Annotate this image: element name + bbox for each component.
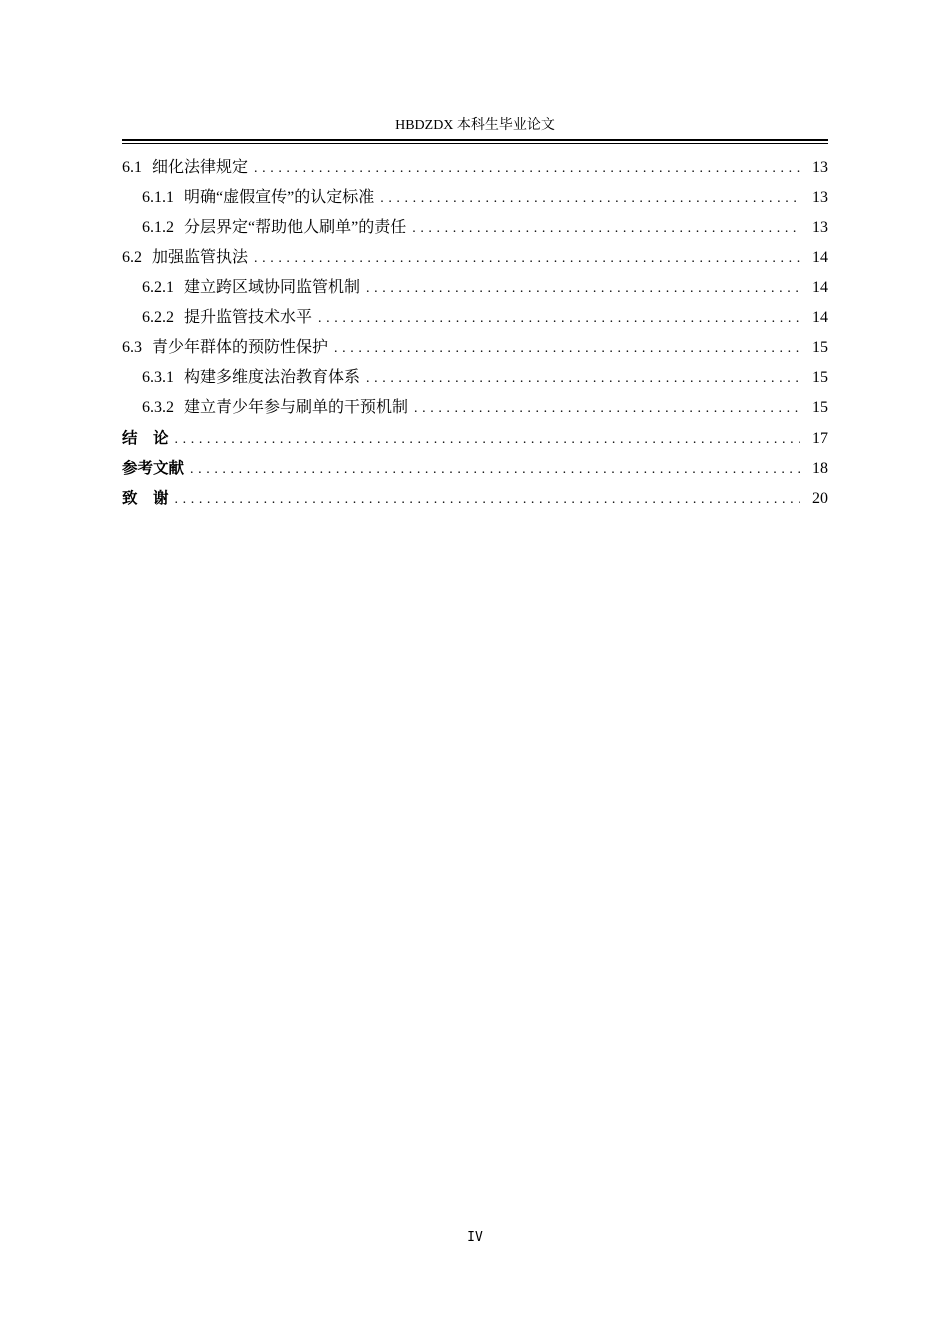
toc-entry-references[interactable] (122, 453, 828, 483)
toc-entry[interactable] (122, 153, 828, 183)
toc-leader-dots (254, 154, 800, 184)
toc-leader-dots (254, 244, 800, 274)
toc-entry[interactable] (122, 243, 828, 273)
toc-page-number: 13 (812, 189, 828, 206)
toc-page-number: 15 (812, 369, 828, 386)
toc-section-title: 细化法律规定 (152, 159, 249, 176)
toc-page-number: 13 (812, 159, 828, 176)
toc-section-number: 6.2.2 (142, 309, 174, 326)
toc-section-title: 提升监管技术水平 (184, 309, 313, 326)
toc-leader-dots (412, 214, 800, 244)
toc-page-number: 15 (812, 339, 828, 356)
page-header: HBDZDX 本科生毕业论文 (395, 118, 555, 133)
toc-entry[interactable] (122, 273, 828, 303)
toc-leader-dots (380, 184, 800, 214)
toc-section-title: 构建多维度法治教育体系 (184, 369, 361, 386)
toc-entry-acknowledgements[interactable] (122, 483, 828, 513)
toc-leader-dots (366, 364, 800, 394)
header-rule-thin (122, 143, 828, 144)
toc-section-title: 加强监管执法 (152, 249, 249, 266)
toc-section-title: 青少年群体的预防性保护 (152, 339, 329, 356)
toc-page-number: 14 (812, 249, 828, 266)
toc-page-number: 18 (812, 460, 828, 477)
toc-page-number: 17 (812, 430, 828, 447)
toc-section-title: 结 论 (122, 429, 169, 447)
toc-entry[interactable] (122, 213, 828, 243)
page-footer-number: IV (467, 1230, 483, 1245)
toc-page-number: 14 (812, 309, 828, 326)
toc-section-title: 建立跨区域协同监管机制 (184, 279, 361, 296)
toc-leader-dots (175, 485, 800, 515)
toc-section-number: 6.3.1 (142, 369, 174, 386)
toc-page-number: 14 (812, 279, 828, 296)
toc-page-number: 20 (812, 490, 828, 507)
toc-section-number: 6.1.2 (142, 219, 174, 236)
toc-section-title: 建立青少年参与刷单的干预机制 (184, 399, 409, 416)
toc-section-number: 6.2 (122, 249, 142, 266)
toc-entry[interactable] (122, 303, 828, 333)
toc-section-title: 明确“虚假宣传”的认定标准 (184, 189, 375, 206)
toc-entry[interactable] (122, 363, 828, 393)
toc-leader-dots (414, 394, 800, 424)
toc-section-number: 6.3.2 (142, 399, 174, 416)
toc-section-title: 分层界定“帮助他人刷单”的责任 (184, 219, 407, 236)
toc-entry-conclusion[interactable] (122, 423, 828, 453)
toc-section-number: 6.1.1 (142, 189, 174, 206)
toc-leader-dots (366, 274, 800, 304)
toc-page-number: 15 (812, 399, 828, 416)
toc-section-number: 6.1 (122, 159, 142, 176)
toc-leader-dots (318, 304, 800, 334)
toc-entry[interactable] (122, 333, 828, 363)
toc-leader-dots (334, 334, 800, 364)
toc-page-number: 13 (812, 219, 828, 236)
toc-section-number: 6.2.1 (142, 279, 174, 296)
toc-section-title: 致 谢 (122, 489, 169, 507)
toc-section-number: 6.3 (122, 339, 142, 356)
toc-entry[interactable] (122, 183, 828, 213)
header-rule-thick (122, 139, 828, 141)
toc-leader-dots (190, 455, 800, 485)
toc-section-title: 参考文献 (122, 459, 185, 477)
toc-leader-dots (175, 425, 800, 455)
table-of-contents (122, 153, 828, 513)
toc-entry[interactable] (122, 393, 828, 423)
